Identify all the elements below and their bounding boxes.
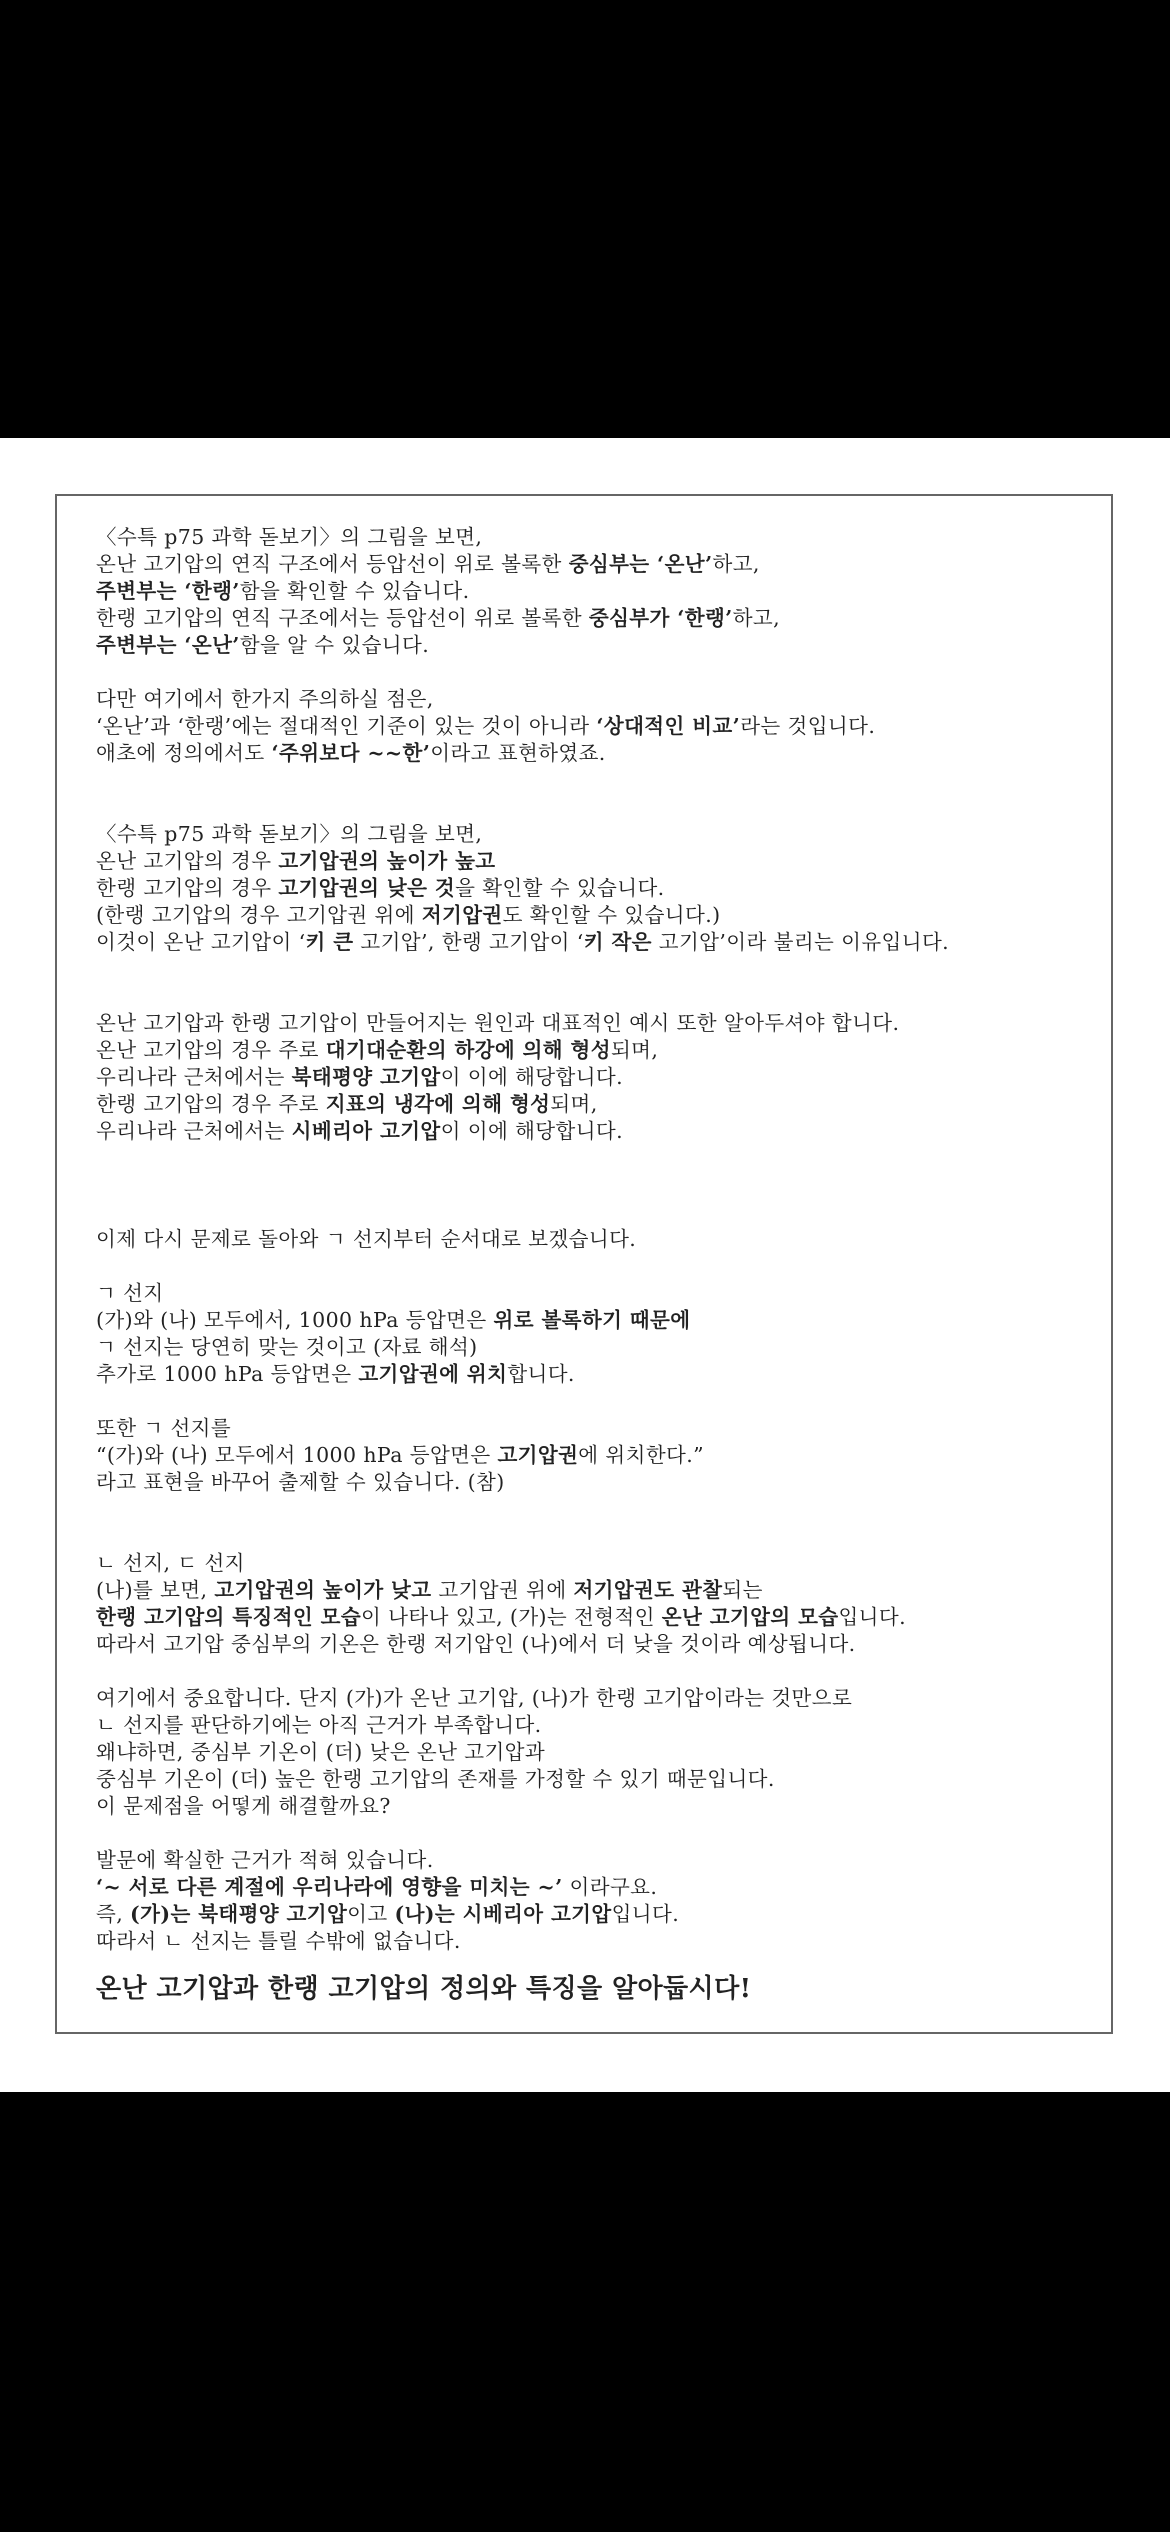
conclusion-heading: 온난 고기압과 한랭 고기압의 정의와 특징을 알아둡시다! — [96, 1974, 752, 2004]
text-line: ㄱ 선지는 당연히 맞는 것이고 (자료 해석) — [96, 1335, 478, 1359]
text-line: 한랭 고기압의 연직 구조에서는 등압선이 위로 볼록한 중심부가 ‘한랭’하고, — [96, 606, 781, 630]
text-line: 온난 고기압의 연직 구조에서 등압선이 위로 볼록한 중심부는 ‘온난’하고, — [96, 552, 760, 576]
text-line: “(가)와 (나) 모두에서 1000 hPa 등압면은 고기압권에 위치한다.” — [96, 1443, 705, 1467]
text-line: 애초에 정의에서도 ‘주위보다 ~~한’이라고 표현하였죠. — [96, 741, 606, 765]
text-line: ‘~ 서로 다른 계절에 우리나라에 영향을 미치는 ~’ 이라구요. — [96, 1875, 658, 1899]
text-line: 따라서 ㄴ 선지는 틀릴 수밖에 없습니다. — [96, 1929, 461, 1953]
text-line: 〈수특 p75 과학 돋보기〉의 그림을 보면, — [96, 822, 483, 846]
text-line: 온난 고기압과 한랭 고기압이 만들어지는 원인과 대표적인 예시 또한 알아두셔야 합니다. — [96, 1011, 900, 1035]
explanation-text — [96, 524, 1091, 2007]
text-line: (가)와 (나) 모두에서, 1000 hPa 등압면은 위로 볼록하기 때문에 — [96, 1308, 691, 1332]
text-line: 우리나라 근처에서는 시베리아 고기압이 이에 해당합니다. — [96, 1119, 624, 1143]
text-line: 추가로 1000 hPa 등압면은 고기압권에 위치합니다. — [96, 1362, 575, 1386]
text-line: 또한 ㄱ 선지를 — [96, 1416, 232, 1440]
text-line: 온난 고기압의 경우 고기압권의 높이가 높고 — [96, 849, 496, 873]
text-line: 다만 여기에서 한가지 주의하실 점은, — [96, 687, 434, 711]
text-line: ㄴ 선지를 판단하기에는 아직 근거가 부족합니다. — [96, 1713, 542, 1737]
content-frame — [55, 494, 1113, 2034]
text-line: 이것이 온난 고기압이 ‘키 큰 고기압’, 한랭 고기압이 ‘키 작은 고기압’이라 불리는 이유입니다. — [96, 930, 950, 954]
text-line: (나)를 보면, 고기압권의 높이가 낮고 고기압권 위에 저기압권도 관찰되는 — [96, 1578, 763, 1602]
text-line: 주변부는 ‘한랭’함을 확인할 수 있습니다. — [96, 579, 470, 603]
document-page — [0, 438, 1170, 2092]
text-line: 이제 다시 문제로 돌아와 ㄱ 선지부터 순서대로 보겠습니다. — [96, 1227, 637, 1251]
text-line: 여기에서 중요합니다. 단지 (가)가 온난 고기압, (나)가 한랭 고기압이라는 것만으로 — [96, 1686, 853, 1710]
text-line: 온난 고기압의 경우 주로 대기대순환의 하강에 의해 형성되며, — [96, 1038, 659, 1062]
text-line: 한랭 고기압의 경우 주로 지표의 냉각에 의해 형성되며, — [96, 1092, 598, 1116]
text-line: (한랭 고기압의 경우 고기압권 위에 저기압권도 확인할 수 있습니다.) — [96, 903, 721, 927]
text-line: ㄱ 선지 — [96, 1281, 164, 1305]
text-line: 우리나라 근처에서는 북태평양 고기압이 이에 해당합니다. — [96, 1065, 624, 1089]
text-line: 한랭 고기압의 특징적인 모습이 나타나 있고, (가)는 전형적인 온난 고기압의 모습입니다. — [96, 1605, 907, 1629]
text-line: ‘온난’과 ‘한랭’에는 절대적인 기준이 있는 것이 아니라 ‘상대적인 비교’라는 것입니다. — [96, 714, 876, 738]
text-line: ㄴ 선지, ㄷ 선지 — [96, 1551, 245, 1575]
text-line: 〈수특 p75 과학 돋보기〉의 그림을 보면, — [96, 525, 483, 549]
text-line: 라고 표현을 바꾸어 출제할 수 있습니다. (참) — [96, 1470, 505, 1494]
text-line: 왜냐하면, 중심부 기온이 (더) 낮은 온난 고기압과 — [96, 1740, 546, 1764]
text-line: 즉, (가)는 북태평양 고기압이고 (나)는 시베리아 고기압입니다. — [96, 1902, 680, 1926]
text-line: 이 문제점을 어떻게 해결할까요? — [96, 1794, 391, 1818]
text-line: 중심부 기온이 (더) 높은 한랭 고기압의 존재를 가정할 수 있기 때문입니다. — [96, 1767, 775, 1791]
text-line: 주변부는 ‘온난’함을 알 수 있습니다. — [96, 633, 430, 657]
text-line: 한랭 고기압의 경우 고기압권의 낮은 것을 확인할 수 있습니다. — [96, 876, 665, 900]
text-line: 따라서 고기압 중심부의 기온은 한랭 저기압인 (나)에서 더 낮을 것이라 예상됩니다. — [96, 1632, 856, 1656]
text-line: 발문에 확실한 근거가 적혀 있습니다. — [96, 1848, 434, 1872]
